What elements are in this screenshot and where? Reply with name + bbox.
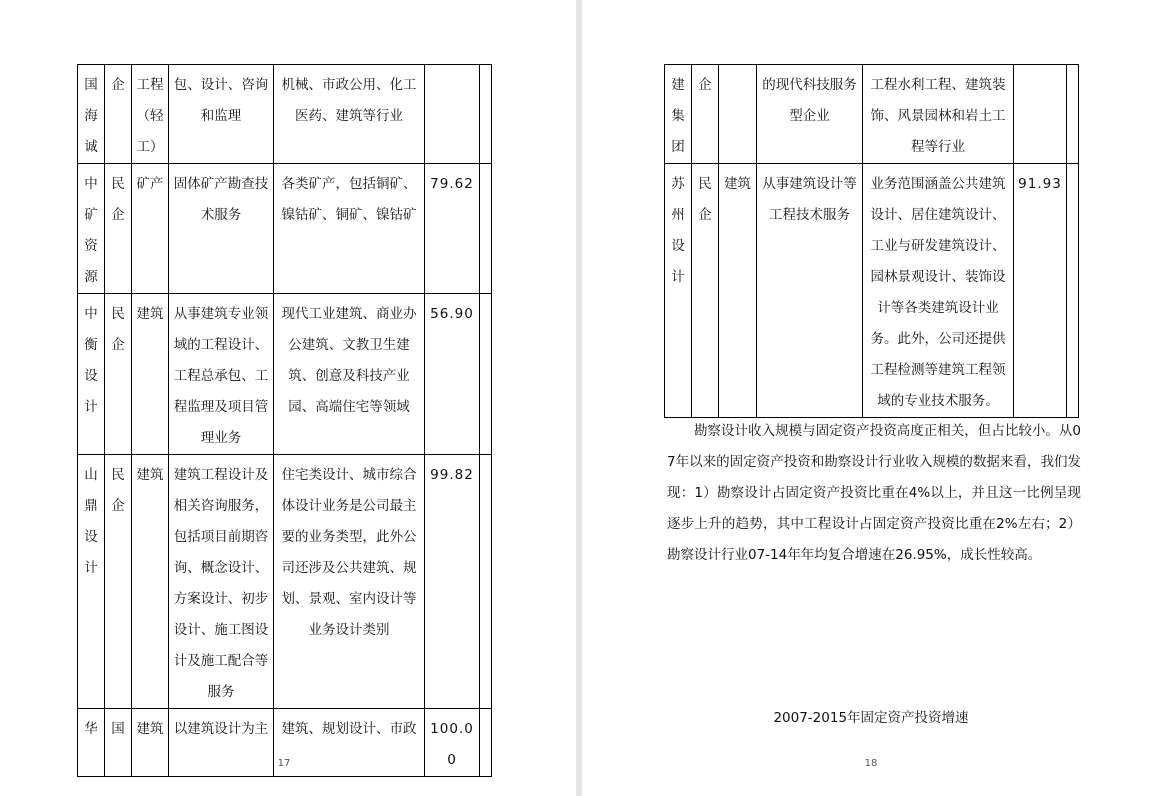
- table-row: [78, 455, 492, 709]
- right-company-table: [664, 64, 1079, 418]
- figure-caption: 2007-2015年固定资产投资增速: [773, 710, 969, 726]
- scope-cell: 住宅类设计、城市综合体设计业务是公司最主要的业务类型，此外公司还涉及公共建筑、规划、景观、室内设计等业务设计类别: [274, 455, 425, 709]
- company-name-cell: 山鼎设计: [78, 455, 105, 709]
- score-cell: 99.82: [425, 455, 480, 709]
- scope-cell: 各类矿产，包括铜矿、镍钴矿、铜矿、镍钴矿: [274, 164, 425, 294]
- business-cell: 以建筑设计为主: [169, 709, 274, 777]
- table-row: [78, 164, 492, 294]
- score-cell: 100.00: [425, 709, 480, 777]
- business-cell: 包、设计、咨询和监理: [169, 65, 274, 164]
- blank-cell: [480, 294, 492, 455]
- page-number: 18: [864, 758, 878, 769]
- business-cell: 的现代科技服务型企业: [757, 65, 863, 164]
- company-name-cell: 建集团: [665, 65, 692, 164]
- table-row: [78, 65, 492, 164]
- left-page: [0, 0, 576, 796]
- blank-cell: [1067, 65, 1079, 164]
- industry-cell: 矿产: [132, 164, 169, 294]
- analysis-paragraph: 勘察设计收入规模与固定资产投资高度正相关，但占比较小。从07年以来的固定资产投资和勘察设计行业收入规模的数据来看，我们发现：1）勘察设计占固定资产投资比重在4%以上，并且这一比例呈现逐步上升的趋势，其中工程设计占固定资产投资比重在2%左右；2）勘察设计行业07-14年年均复合增速在26.95%，成长性较高。: [667, 423, 1081, 563]
- business-cell: 建筑工程设计及相关咨询服务，包括项目前期咨询、概念设计、方案设计、初步设计、施工图设计及施工配合等服务: [169, 455, 274, 709]
- score-cell: 56.90: [425, 294, 480, 455]
- scope-cell: 业务范围涵盖公共建筑设计、居住建筑设计、工业与研发建筑设计、园林景观设计、装饰设计等各类建筑设计业务。此外，公司还提供工程检测等建筑工程领域的专业技术服务。: [863, 164, 1014, 418]
- scope-cell: 机械、市政公用、化工医药、建筑等行业: [274, 65, 425, 164]
- table-row: [665, 65, 1079, 164]
- score-cell: [1014, 65, 1067, 164]
- scope-cell: 工程水利工程、建筑装饰、风景园林和岩土工程等行业: [863, 65, 1014, 164]
- industry-cell: 建筑: [132, 455, 169, 709]
- business-cell: 从事建筑设计等工程技术服务: [757, 164, 863, 418]
- table-row: [665, 164, 1079, 418]
- ownership-type-cell: 企: [105, 65, 132, 164]
- blank-cell: [480, 65, 492, 164]
- left-company-table: [77, 64, 492, 777]
- ownership-type-cell: 民企: [105, 455, 132, 709]
- company-name-cell: 国海诚: [78, 65, 105, 164]
- blank-cell: [480, 455, 492, 709]
- ownership-type-cell: 民企: [105, 164, 132, 294]
- blank-cell: [1067, 164, 1079, 418]
- blank-cell: [480, 164, 492, 294]
- ownership-type-cell: 国: [105, 709, 132, 777]
- industry-cell: [719, 65, 757, 164]
- company-name-cell: 苏州设计: [665, 164, 692, 418]
- score-cell: 91.93: [1014, 164, 1067, 418]
- industry-cell: 工程（轻工）: [132, 65, 169, 164]
- scope-cell: 现代工业建筑、商业办公建筑、文教卫生建筑、创意及科技产业园、高端住宅等领域: [274, 294, 425, 455]
- ownership-type-cell: 企: [692, 65, 719, 164]
- company-name-cell: 华: [78, 709, 105, 777]
- company-name-cell: 中矿资源: [78, 164, 105, 294]
- business-cell: 从事建筑专业领域的工程设计、工程总承包、工程监理及项目管理业务: [169, 294, 274, 455]
- page-number: 17: [277, 758, 291, 769]
- ownership-type-cell: 民企: [692, 164, 719, 418]
- scope-cell: 建筑、规划设计、市政: [274, 709, 425, 777]
- ownership-type-cell: 民企: [105, 294, 132, 455]
- score-cell: [425, 65, 480, 164]
- business-cell: 固体矿产勘查技术服务: [169, 164, 274, 294]
- blank-cell: [480, 709, 492, 777]
- company-name-cell: 中衡设计: [78, 294, 105, 455]
- table-row: [78, 294, 492, 455]
- industry-cell: 建筑: [132, 294, 169, 455]
- score-cell: 79.62: [425, 164, 480, 294]
- industry-cell: 建筑: [719, 164, 757, 418]
- industry-cell: 建筑: [132, 709, 169, 777]
